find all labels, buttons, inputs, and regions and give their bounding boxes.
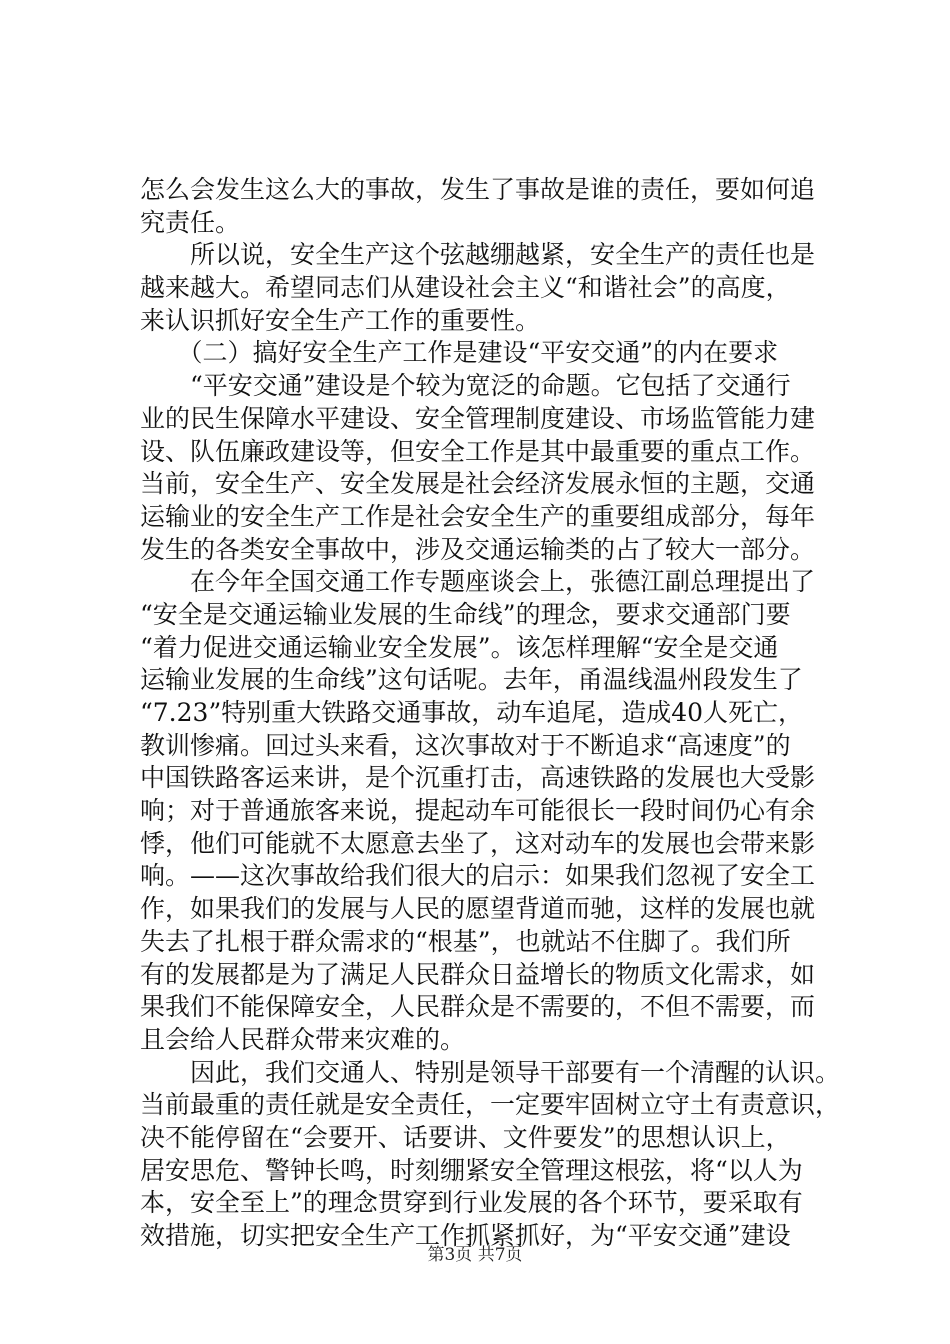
text-line: 在今年全国交通工作专题座谈会上，张德江副总理提出了 [140, 567, 816, 597]
text-line: 作，如果我们的发展与人民的愿望背道而驰，这样的发展也就 [140, 894, 816, 924]
text-line: 效措施，切实把安全生产工作抓紧抓好，为“平安交通”建设 [140, 1221, 791, 1250]
text-line: 且会给人民群众带来灾难的。 [140, 1024, 466, 1054]
text-line: 运输业的安全生产工作是社会安全生产的重要组成部分，每年 [140, 501, 816, 531]
text-line: 中国铁路客运来讲，是个沉重打击，高速铁路的发展也大受影 [140, 763, 816, 793]
text-line: 居安思危、警钟长鸣，时刻绷紧安全管理这根弦，将“以人为 [140, 1155, 803, 1185]
text-line: “平安交通”建设是个较为宽泛的命题。它包括了交通行 [140, 371, 791, 401]
text-line: 究责任。 [140, 207, 241, 237]
text-line: 因此，我们交通人、特别是领导干部要有一个清醒的认识。 [140, 1057, 841, 1087]
text-line: 果我们不能保障安全，人民群众是不需要的，不但不需要，而 [140, 992, 816, 1022]
text-line: 失去了扎根于群众需求的“根基”，也就站不住脚了。我们所 [140, 926, 791, 956]
text-line: 悸，他们可能就不太愿意去坐了，这对动车的发展也会带来影 [140, 828, 816, 858]
text-line: 设、队伍廉政建设等，但安全工作是其中最重要的重点工作。 [140, 436, 816, 466]
text-line: 决不能停留在“会要开、话要讲、文件要发”的思想认识上， [140, 1122, 791, 1152]
text-line: 响；对于普通旅客来说，提起动车可能很长一段时间仍心有余 [140, 796, 816, 826]
text-line: 业的民生保障水平建设、安全管理制度建设、市场监管能力建 [140, 403, 816, 433]
text-line: 运输业发展的生命线”这句话呢。去年，甬温线温州段发生了 [140, 665, 803, 695]
text-line: 有的发展都是为了满足人民群众日益增长的物质文化需求，如 [140, 959, 816, 989]
text-line: “7.23”特别重大铁路交通事故，动车追尾，造成40人死亡， [140, 698, 804, 727]
text-line: 响。——这次事故给我们很大的启示：如果我们忽视了安全工 [140, 861, 816, 891]
text-line: “安全是交通运输业发展的生命线”的理念，要求交通部门要 [140, 599, 791, 629]
section-heading: （二）搞好安全生产工作是建设“平安交通”的内在要求 [140, 338, 779, 368]
text-line: “着力促进交通运输业安全发展”。该怎样理解“安全是交通 [140, 632, 779, 662]
text-line: 本，安全至上”的理念贯穿到行业发展的各个环节，要采取有 [140, 1188, 803, 1218]
text-line: 来认识抓好安全生产工作的重要性。 [140, 305, 541, 335]
text-line: 怎么会发生这么大的事故，发生了事故是谁的责任，要如何追 [140, 175, 816, 204]
text-line: 当前最重的责任就是安全责任，一定要牢固树立守土有责意识， [140, 1090, 841, 1120]
text-line: 教训惨痛。回过头来看，这次事故对于不断追求“高速度”的 [140, 730, 791, 760]
text-line: 所以说，安全生产这个弦越绷越紧，安全生产的责任也是 [140, 240, 816, 270]
text-line: 发生的各类安全事故中，涉及交通运输类的占了较大一部分。 [140, 534, 816, 564]
page-number-footer: 第3页 共7页 [427, 1245, 523, 1265]
body-text [140, 174, 860, 1253]
text-line: 越来越大。希望同志们从建设社会主义“和谐社会”的高度， [140, 273, 791, 303]
text-line: 当前，安全生产、安全发展是社会经济发展永恒的主题，交通 [140, 469, 816, 499]
